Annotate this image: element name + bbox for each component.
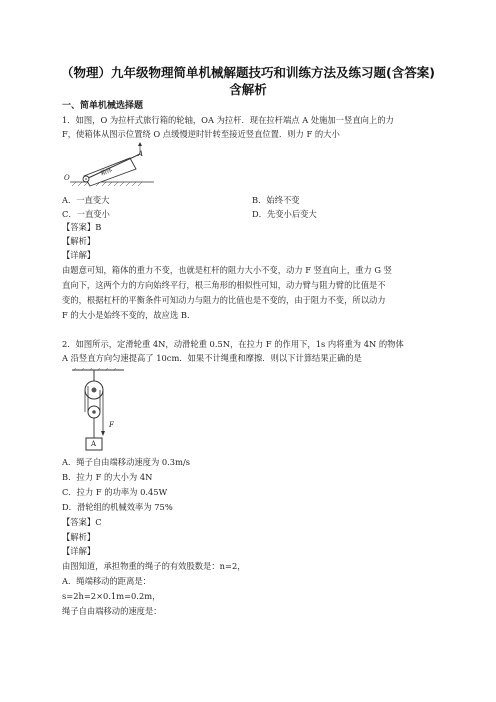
q1-stem-line1: 1．如图，O 为拉杆式旅行箱的轮轴，OA 为拉杆．现在拉杆端点 A 处施加一竖直向上的力 bbox=[62, 115, 394, 125]
q1-explanation-line3: 变的，根据杠杆的平衡条件可知动力与阻力的比值也是不变的，由于阻力不变，所以动力 bbox=[62, 295, 386, 305]
q1-fig-point-a: A bbox=[138, 150, 144, 158]
q1-option-d: D．先变小后变大 bbox=[252, 209, 317, 219]
q1-answer: 【答案】B bbox=[62, 222, 102, 232]
q1-explanation-line2: 直向下，这两个力的方向始终平行，根三角形的相似性可知，动力臂与阻力臂的比值是不 bbox=[62, 280, 386, 290]
q2-option-d: D．滑轮组的机械效率为 75% bbox=[62, 502, 173, 512]
q1-explanation-line1: 由题意可知，箱体的重力不变，也就是杠杆的阻力大小不变，动力 F 竖直向上，重力 G 竖 bbox=[62, 265, 392, 275]
q1-option-a: A．一直变大 bbox=[62, 195, 110, 205]
q1-fig-point-o: O bbox=[64, 174, 70, 182]
q1-explanation-line4: F 的大小是始终不变的，故应选 B. bbox=[62, 310, 190, 320]
q1-luggage-lever-figure bbox=[64, 142, 160, 188]
document-title: （物理）九年级物理简单机械解题技巧和训练方法及练习题(含答案) bbox=[61, 65, 435, 80]
q2-analysis-label: 【解析】 bbox=[62, 532, 96, 542]
document-title-line2: 含解析 bbox=[229, 82, 267, 97]
q2-fig-force-label: F bbox=[109, 421, 114, 429]
q2-explanation-line2: A．绳端移动的距离是： bbox=[62, 576, 151, 586]
q2-explanation-line4: 绳子自由端移动的速度是： bbox=[62, 606, 162, 616]
q2-option-c: C．拉力 F 的功率为 0.45W bbox=[62, 487, 168, 497]
q1-option-c: C．一直变小 bbox=[62, 209, 110, 219]
q2-fig-load-label: A bbox=[91, 440, 97, 448]
q1-option-b: B．始终不变 bbox=[252, 195, 300, 205]
q2-pulley-system-figure bbox=[70, 368, 126, 452]
q2-option-b: B．拉力 F 的大小为 4N bbox=[62, 472, 153, 482]
q1-fig-box-label: 箱体 bbox=[99, 166, 114, 178]
section-heading: 一、简单机械选择题 bbox=[62, 101, 144, 111]
q2-detail-label: 【详解】 bbox=[62, 546, 96, 556]
q1-analysis-label: 【解析】 bbox=[62, 236, 96, 246]
q2-option-a: A．绳子自由端移动速度为 0.3m/s bbox=[62, 457, 191, 467]
q2-stem-line2: A 沿竖直方向匀速提高了 10cm．如果不计绳重和摩擦．则以下计算结果正确的是 bbox=[62, 353, 362, 363]
q1-detail-label: 【详解】 bbox=[62, 250, 96, 260]
q2-explanation-line1: 由图知道，承担物重的绳子的有效股数是：n=2， bbox=[62, 561, 246, 571]
q2-explanation-line3: s=2h=2×0.1m=0.2m， bbox=[62, 591, 161, 601]
q1-stem-line2: F，使箱体从图示位置绕 O 点缓慢逆时针转至接近竖直位置．则力 F 的大小 bbox=[62, 129, 340, 139]
q2-answer: 【答案】C bbox=[62, 517, 102, 527]
q2-stem-line1: 2．如图所示，定滑轮重 4N，动滑轮重 0.5N，在拉力 F 的作用下，1s 内将重为 4N 的物体 bbox=[62, 339, 404, 349]
